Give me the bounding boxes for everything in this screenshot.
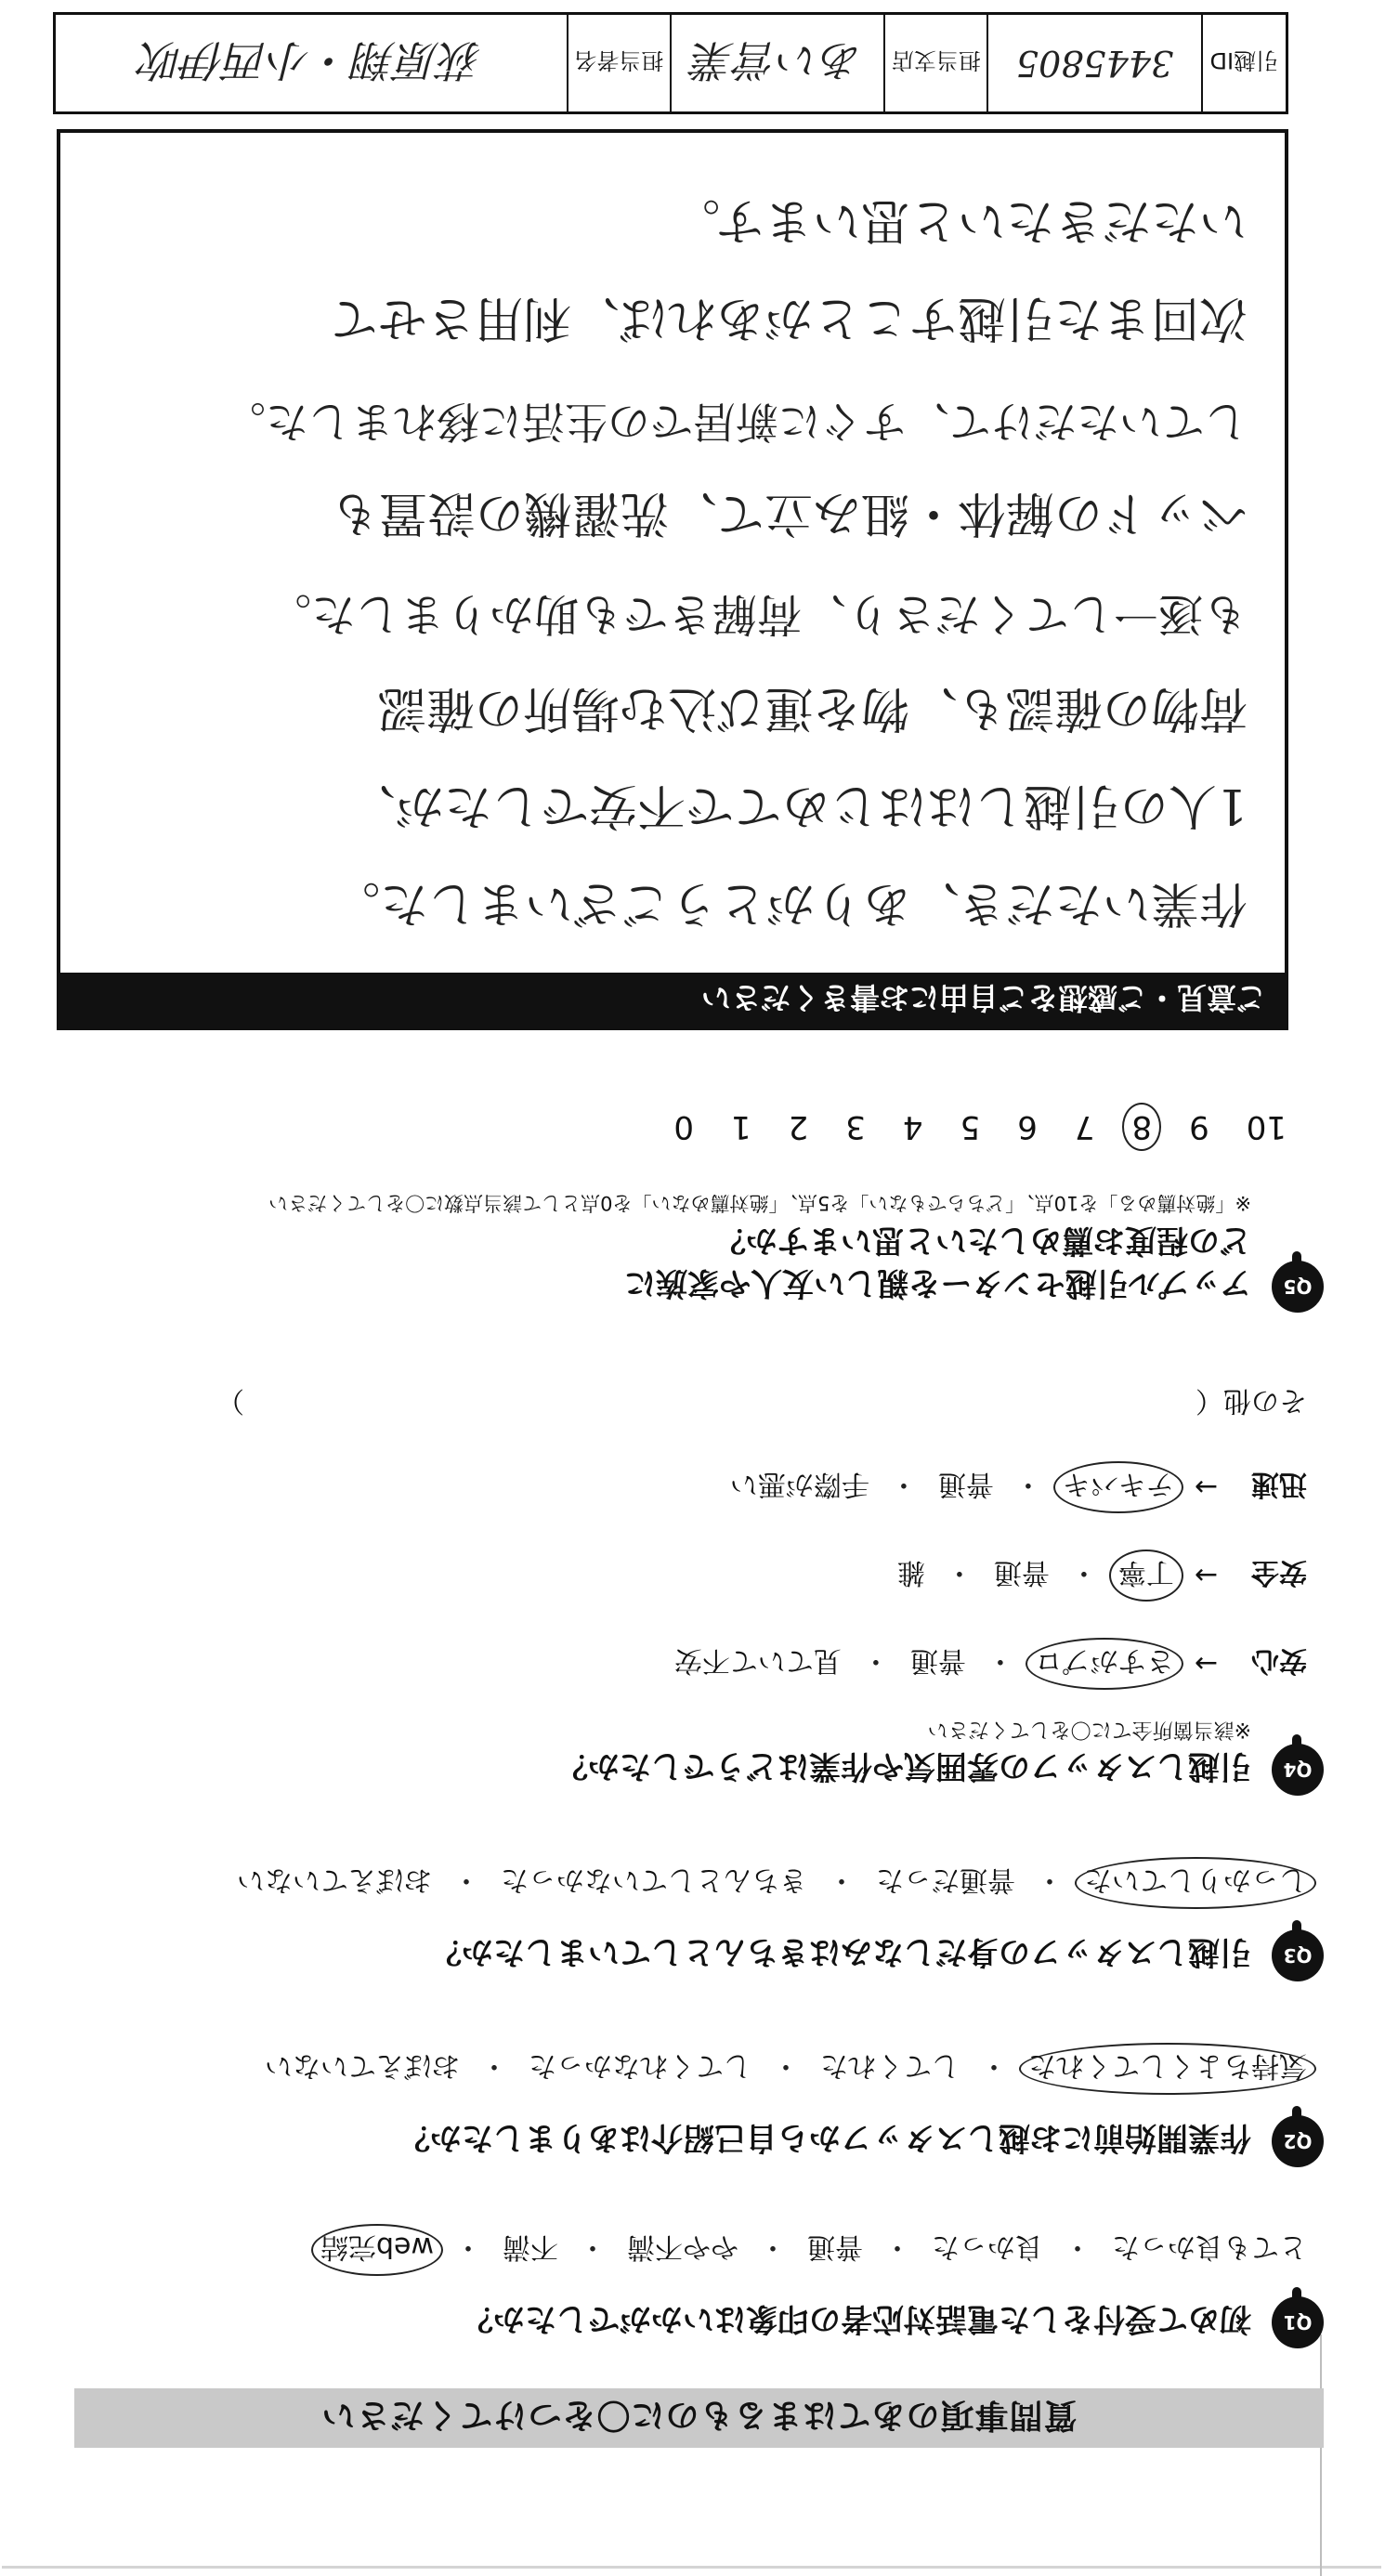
question-5 [5, 1071, 1324, 1313]
q1-option-3[interactable]: 普通 [807, 2230, 863, 2263]
q4-row-anshin: 安心 → さすがプロ ・ 普通 ・ 見ていて不安 [674, 1643, 1307, 1684]
q4-jinsoku-option-2[interactable]: 普通 [937, 1468, 994, 1500]
comment-line-1: 作業いただき、ありがとうございました。 [332, 875, 1248, 931]
q3-option-4[interactable]: おぼえていない [237, 1863, 432, 1896]
q3-option-2[interactable]: 普通だった [876, 1863, 1015, 1896]
q4-row-anzen: 安全 → 丁寧 ・ 普通 ・ 雑 [897, 1555, 1307, 1596]
comment-line-7: 次回また引越すことがあれば、利用させて [329, 290, 1248, 346]
q4-other-close: ） [216, 1384, 244, 1417]
comment-line-4: も逐一してくださり、荷解きでも助かりました。 [266, 588, 1248, 640]
q4-anshin-option-2[interactable]: 普通 [909, 1644, 966, 1677]
q3-option-1-circled[interactable]: しっかりしていた [1084, 1863, 1307, 1903]
q1-option-1[interactable]: とても良かった [1112, 2230, 1307, 2263]
q5-badge: Q5 [1272, 1261, 1324, 1313]
q2-option-1-circled[interactable]: 気持ちよくしてくれた [1028, 2048, 1307, 2089]
instruction-bar [74, 2388, 1324, 2448]
q3-options: しっかりしていた ・ 普通だった ・ きちんとしていなかった ・ おぼえていない [237, 1863, 1307, 1903]
q4-row-label: 安全 [1251, 1556, 1307, 1589]
q5-score-8-circled[interactable]: 8 [1131, 1108, 1153, 1145]
question-4 [5, 1368, 1324, 1796]
q5-score-2[interactable]: 2 [788, 1108, 809, 1145]
q2-badge: Q2 [1272, 2115, 1324, 2167]
q5-score-3[interactable]: 3 [845, 1108, 866, 1145]
q5-title-line2: どの程度お薦めしたいと思いますか？ [714, 1222, 1251, 1259]
comment-line-3: 荷物の確認も、物を運び込む場所の確認 [377, 680, 1248, 736]
q4-anzen-option-2[interactable]: 普通 [993, 1556, 1050, 1589]
q4-jinsoku-option-3[interactable]: 手際が悪い [729, 1468, 869, 1500]
q5-score-6[interactable]: 6 [1017, 1108, 1038, 1145]
q5-score-5[interactable]: 5 [960, 1108, 981, 1145]
q3-badge: Q3 [1272, 1929, 1324, 1981]
q2-options: 気持ちよくしてくれた ・ してくれた ・ してくれなかった ・ おぼえていない [265, 2048, 1307, 2089]
q3-option-3[interactable]: きちんとしていなかった [501, 1863, 807, 1896]
id-value: 3445805 [986, 15, 1200, 111]
q4-anzen-option-1-circled[interactable]: 丁寧 [1118, 1555, 1174, 1596]
q5-score-7[interactable]: 7 [1074, 1108, 1095, 1145]
q4-note: ※該当箇所全てに〇をしてください [927, 1718, 1251, 1741]
q1-badge: Q1 [1272, 2296, 1324, 2348]
question-1 [5, 2209, 1324, 2348]
comment-line-6: していただけて、すぐに新居での生活に移れました。 [222, 397, 1248, 447]
q3-title: 引越しスタッフの身だしなみはきちんとしていましたか？ [430, 1933, 1251, 1970]
q5-score-0[interactable]: 0 [673, 1108, 694, 1145]
q4-badge: Q4 [1272, 1744, 1324, 1796]
q4-jinsoku-option-1-circled[interactable]: テキパキ [1063, 1467, 1174, 1508]
q4-title: 引越しスタッフの雰囲気や作業はどうでしたか？ [556, 1747, 1251, 1785]
q4-other-label: その他（ [1195, 1384, 1307, 1417]
comment-line-8: いただきたいと思います。 [672, 192, 1248, 248]
q5-score-1[interactable]: 1 [730, 1108, 751, 1145]
q4-anshin-option-1-circled[interactable]: さすがプロ [1035, 1643, 1174, 1684]
q4-row-label: 迅速 [1251, 1468, 1307, 1500]
q5-score-4[interactable]: 4 [902, 1108, 923, 1145]
id-table [53, 12, 1288, 114]
q5-score-10[interactable]: 10 [1246, 1108, 1287, 1145]
q1-option-4[interactable]: やや不満 [627, 2230, 738, 2263]
q5-title-line1: アップル引越センターを親しい友人や家族に [624, 1264, 1251, 1301]
q4-row-jinsoku: 迅速 → テキパキ ・ 普通 ・ 手際が悪い [730, 1467, 1307, 1508]
scan-edge-vertical [1320, 2334, 1322, 2576]
q2-title: 作業開始前にお越しスタッフから自己紹介はありましたか？ [398, 2119, 1251, 2156]
q4-other-row [99, 1383, 1307, 1424]
q1-option-5[interactable]: 不満 [503, 2230, 558, 2263]
q2-option-3[interactable]: してくれなかった [529, 2049, 751, 2082]
comments-title: ご意見・ご感想をご自由にお書きください [60, 973, 1285, 1026]
q5-scale [673, 1108, 1287, 1145]
question-3 [5, 1842, 1324, 1981]
q4-anshin-option-3[interactable]: 見ていて不安 [673, 1644, 842, 1677]
q1-option-6-circled[interactable]: web完結 [320, 2229, 434, 2270]
instruction-text: 質問事項のあてはまるものに〇をつけてください [320, 2396, 1078, 2435]
comment-line-5: ベッドの解体・組み立て、洗濯機の設置も [331, 485, 1248, 541]
staff-label: 担当者名 [567, 15, 670, 111]
q5-note: ※「絶対薦める」を10点、「どちらでもない」を5点、「絶対薦めない」を0点として該当点数に〇をしてください [268, 1192, 1251, 1214]
q5-score-9[interactable]: 9 [1189, 1108, 1209, 1145]
q4-row-label: 安心 [1251, 1644, 1307, 1677]
id-label: 引越ID [1201, 15, 1286, 111]
q1-title: 初めて受付をした電話対応者の印象はいかがでしたか？ [462, 2300, 1251, 2337]
q2-option-2[interactable]: してくれた [820, 2049, 960, 2082]
q1-options: とても良かった ・ 良かった ・ 普通 ・ やや不満 ・ 不満 ・ web完結 [320, 2229, 1307, 2270]
staff-value: 荻原翔・小西伊吹 [139, 35, 482, 85]
scan-edge-line [2, 2566, 1381, 2569]
branch-value: あい営業 [670, 15, 883, 111]
comments-box [57, 129, 1288, 1030]
q2-option-4[interactable]: おぼえていない [265, 2049, 460, 2082]
q1-option-2[interactable]: 良かった [932, 2230, 1043, 2263]
branch-label: 担当支店 [883, 15, 986, 111]
comment-line-2: 1人の引越しははじめてで不安でしたが、 [346, 778, 1248, 833]
q4-anzen-option-3[interactable]: 雑 [896, 1556, 925, 1589]
question-2 [5, 2028, 1324, 2167]
